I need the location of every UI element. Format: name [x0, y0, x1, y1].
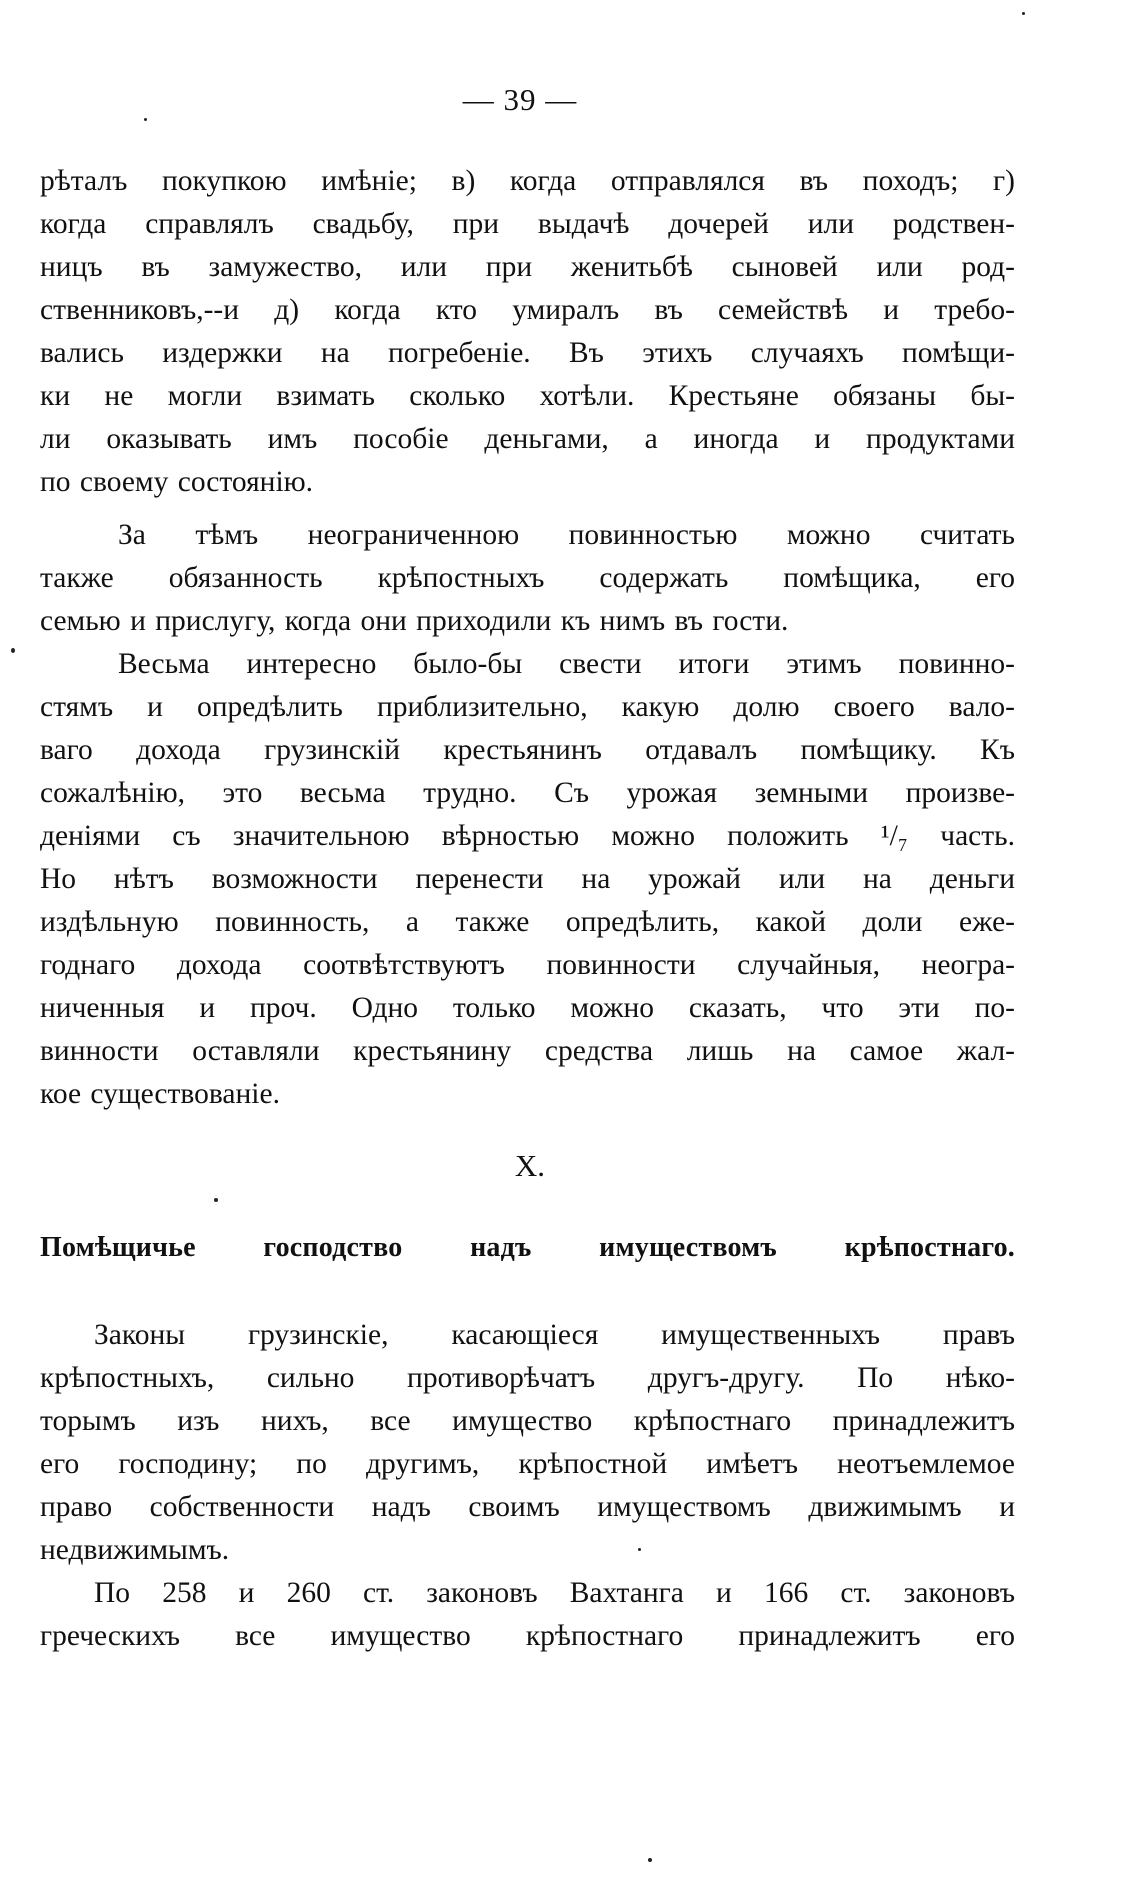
text-line: Но нѣтъ возможности перенести на урожай или на деньги [40, 863, 1015, 895]
text-line: ваго дохода грузинскій крестьянинъ отдавалъ помѣщику. Къ [40, 734, 1015, 766]
text-line: также обязанность крѣпостныхъ содержать помѣщика, его [40, 562, 1015, 594]
text-line: ли оказывать имъ пособіе деньгами, а иногда и продуктами [40, 423, 1015, 455]
text-line: деніями съ значительною вѣрностью можно положить ¹/₇ часть. [40, 820, 1015, 852]
scan-speck [144, 118, 147, 121]
paragraph-3 [40, 643, 1015, 1116]
text-line: По 258 и 260 ст. законовъ Вахтанга и 166 ст. законовъ [94, 1577, 1015, 1609]
text-line: недвижимымъ. [40, 1534, 230, 1566]
text-line: издѣльную повинность, а также опредѣлить, какой доли еже- [40, 906, 1015, 938]
text-line: винности оставляли крестьянину средства лишь на самое жал- [40, 1035, 1015, 1067]
text-line: ницъ въ замужество, или при женитьбѣ сыновей или род- [40, 251, 1015, 283]
text-line: сожалѣнію, это весьма трудно. Съ урожая земными произве- [40, 777, 1015, 809]
text-line: греческихъ все имущество крѣпостнаго принадлежитъ его [40, 1620, 1015, 1652]
text-line: крѣпостныхъ, сильно противорѣчатъ другъ-другу. По нѣко- [40, 1362, 1015, 1394]
text-line: ниченныя и проч. Одно только можно сказать, что эти по- [40, 992, 1015, 1024]
text-line: стямъ и опредѣлить приблизительно, какую долю своего вало- [40, 691, 1015, 723]
text-line: вались издержки на погребеніе. Въ этихъ случаяхъ помѣщи- [40, 337, 1015, 369]
text-line: семью и прислугу, когда они приходили къ нимъ въ гости. [40, 605, 789, 637]
text-line: За тѣмъ неограниченною повинностью можно считать [118, 519, 1015, 551]
text-line: его господину; по другимъ, крѣпостной имѣетъ неотъемлемое [40, 1448, 1015, 1480]
section-title: Помѣщичье господство надъ имуществомъ крѣпостнаго. [40, 1232, 1015, 1263]
scan-speck [11, 648, 15, 653]
text-line: право собственности надъ своимъ имуществомъ движимымъ и [40, 1491, 1015, 1523]
paragraph-1 [40, 160, 1015, 504]
scan-speck [214, 1198, 218, 1202]
page-number: — 39 — [462, 82, 578, 117]
scan-speck [648, 1858, 652, 1862]
paragraph-4 [40, 1314, 1015, 1572]
text-line: годнаго дохода соотвѣтствуютъ повинности случайныя, неогра- [40, 949, 1015, 981]
scan-speck [1022, 12, 1025, 15]
text-line: ки не могли взимать сколько хотѣли. Крестьяне обязаны бы- [40, 380, 1015, 412]
text-line: торымъ изъ нихъ, все имущество крѣпостнаго принадлежитъ [40, 1405, 1015, 1437]
scan-speck [638, 1548, 641, 1551]
section-number: X. [514, 1148, 546, 1183]
paragraph-2 [40, 514, 1015, 643]
text-line: ственниковъ,--и д) когда кто умиралъ въ семействѣ и требо- [40, 294, 1015, 326]
text-line: когда справлялъ свадьбу, при выдачѣ дочерей или родствен- [40, 208, 1015, 240]
text-line: по своему состоянію. [40, 466, 314, 498]
text-line: рѣталъ покупкою имѣніе; в) когда отправлялся въ походъ; г) [40, 165, 1015, 197]
text-line: Весьма интересно было-бы свести итоги этимъ повинно- [118, 648, 1015, 680]
paragraph-5 [40, 1572, 1015, 1658]
text-line: Законы грузинскіе, касающіеся имущественныхъ правъ [94, 1319, 1015, 1351]
text-line: кое существованіе. [40, 1078, 280, 1110]
